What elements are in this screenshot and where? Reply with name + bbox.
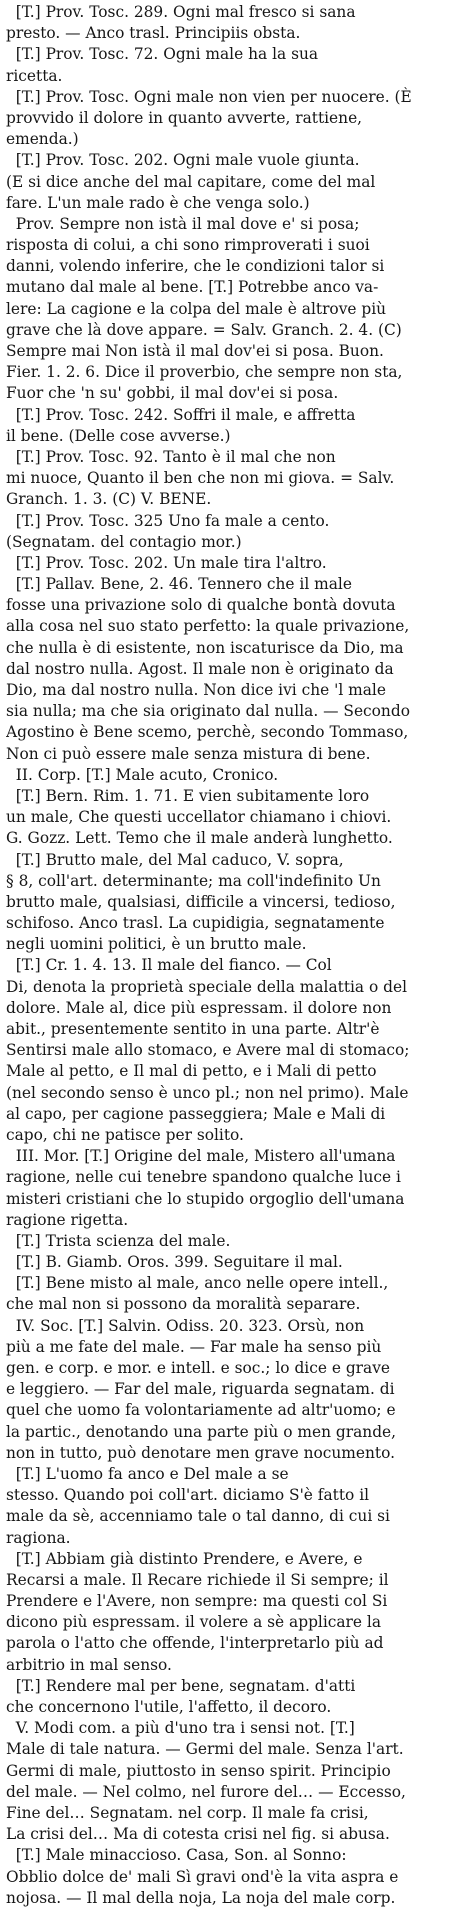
text-line: mutano dal male al bene. [T.] Potrebbe anco va- [6, 278, 379, 297]
text-line: ragione rigetta. [6, 1210, 129, 1229]
text-line: brutto male, qualsiasi, difficile a vincersi, tedioso, [6, 892, 396, 911]
text-line: (nel secondo senso è unco pl.; non nel primo). Male [6, 1083, 409, 1102]
text-line: (Segnatam. del contagio mor.) [6, 532, 242, 551]
text-line: Fine del… Segnatam. nel corp. Il male fa crisi, [6, 1803, 369, 1822]
text-line: dolore. Male al, dice più espressam. il dolore non [6, 998, 392, 1017]
text-line: (E si dice anche del mal capitare, come del mal [6, 172, 376, 191]
text-line: [T.] Bern. Rim. 1. 71. E vien subitamente loro [6, 786, 370, 805]
text-line: e leggiero. — Far del male, riguarda segnatam. di [6, 1380, 395, 1399]
text-line: Non ci può essere male senza mistura di bene. [6, 744, 371, 763]
text-line: [T.] Prov. Tosc. 202. Un male tira l'altro. [6, 553, 327, 572]
text-line: dal nostro nulla. Agost. Il male non è originato da [6, 659, 394, 678]
text-line: Recarsi a male. Il Recare richiede il Si sempre; il [6, 1570, 389, 1589]
text-line: gen. e corp. e mor. e intell. e soc.; lo dice e grave [6, 1359, 391, 1377]
text-line: [T.] Prov. Tosc. 92. Tanto è il mal che non [6, 447, 336, 466]
text-line: sia nulla; ma che sia originato dal nulla. — Secondo [6, 702, 410, 721]
text-line: provvido il dolore in quanto avverte, rattiene, [6, 108, 363, 127]
text-line: [T.] Brutto male, del Mal caduco, V. sopra, [6, 850, 344, 869]
text-line: capo, chi ne patisce per solito. [6, 1125, 244, 1144]
text-line: III. Mor. [T.] Origine del male, Mistero all'umana [6, 1147, 396, 1166]
text-line: [T.] Prov. Tosc. 242. Soffri il male, e affretta [6, 405, 356, 424]
text-line: che concernono l'utile, l'affetto, il decoro. [6, 1698, 332, 1716]
text-line: che mal non si possono da moralità separare. [6, 1295, 361, 1314]
text-line: non in tutto, può denotare men grave nocumento. [6, 1443, 395, 1462]
text-line: Dio, ma dal nostro nulla. Non dice ivi che 'l male [6, 681, 386, 699]
text-line: dicono più espressam. il volere a sè applicare la [6, 1613, 382, 1632]
text-line: ragione, nelle cui tenebre spandono qualche luce i [6, 1168, 401, 1187]
text-line: lere: La cagione e la colpa del male è altrove più [6, 299, 387, 318]
text-line: [T.] Prov. Tosc. 202. Ogni male vuole giunta. [6, 151, 360, 170]
text-line: [T.] Bene misto al male, anco nelle opere intell., [6, 1274, 389, 1293]
text-line: la partic., denotando una parte più o men grande, [6, 1422, 397, 1441]
text-line: più a me fate del male. — Far male ha senso più [6, 1337, 382, 1356]
text-line: [T.] Pallav. Bene, 2. 46. Tennero che il male [6, 575, 352, 594]
text-line: emenda.) [6, 130, 79, 149]
text-line: Granch. 1. 3. (C) V. BENE. [6, 490, 212, 509]
text-line: [T.] Prov. Tosc. 289. Ogni mal fresco si sana [6, 3, 356, 21]
text-line: [T.] Rendere mal per bene, segnatam. d'atti [6, 1676, 356, 1695]
text-line: schifoso. Anco trasl. La cupidigia, segnatamente [6, 914, 385, 933]
text-line: Agostino è Bene scemo, perchè, secondo Tommaso, [6, 723, 409, 742]
text-line: nojosa. — Il mal della noja, La noja del male corp. [6, 1888, 396, 1907]
text-line: al capo, per cagione passeggiera; Male e Mali di [6, 1104, 386, 1123]
text-line: [T.] Male minaccioso. Casa, Son. al Sonno: [6, 1846, 347, 1865]
text-line: [T.] Abbiam già distinto Prendere, e Avere, e [6, 1549, 363, 1568]
text-line: parola o l'atto che offende, l'interpretarlo più ad [6, 1634, 384, 1653]
text-line: [T.] Prov. Tosc. 325 Uno fa male a cento. [6, 511, 330, 530]
text-line: Prendere e l'Avere, non sempre: ma questi col Si [6, 1592, 388, 1611]
text-line: del male. — Nel colmo, nel furore del… — Eccesso, [6, 1782, 406, 1801]
text-line: quel che uomo fa volontariamente ad altr'uomo; e [6, 1401, 396, 1420]
text-line: Fuor che 'n su' gobbi, il mal dov'ei si posa. [6, 384, 339, 403]
text-line: Male al petto, e Il mal di petto, e i Mali di petto [6, 1062, 377, 1081]
text-line: abit., presentemente sentito in una parte. Altr'è [6, 1020, 380, 1038]
text-line: G. Gozz. Lett. Temo che il male anderà lunghetto. [6, 829, 393, 848]
text-line: ragiona. [6, 1528, 71, 1547]
text-line: grave che là dove appare. = Salv. Granch. 2. 4. (C) [6, 320, 402, 339]
text-line: La crisi del… Ma di cotesta crisi nel fig. si abusa. [6, 1825, 390, 1844]
text-line: arbitrio in mal senso. [6, 1655, 172, 1674]
text-line: Sempre mai Non istà il mal dov'ei si posa. Buon. [6, 342, 384, 360]
text-line: [T.] Prov. Tosc. 72. Ogni male ha la sua [6, 45, 319, 64]
text-line: risposta di colui, a chi sono rimproverati i suoi [6, 236, 370, 255]
text-line: stesso. Quando poi coll'art. diciamo S'è fatto il [6, 1486, 370, 1505]
text-line: Germi di male, piuttosto in senso spirit. Principio [6, 1761, 391, 1780]
text-line: misteri cristiani che lo stupido orgoglio dell'umana [6, 1189, 405, 1208]
text-line: II. Corp. [T.] Male acuto, Cronico. [6, 765, 279, 784]
text-line: il bene. (Delle cose avverse.) [6, 426, 231, 445]
text-line: alla cosa nel suo stato perfetto: la quale privazione, [6, 617, 410, 636]
text-line: danni, volendo inferire, che le condizioni talor si [6, 257, 385, 276]
text-line: presto. — Anco trasl. Principiis obsta. [6, 24, 301, 43]
text-line: Male di tale natura. — Germi del male. Senza l'art. [6, 1740, 404, 1759]
text-line: mi nuoce, Quanto il ben che non mi giova. = Salv. [6, 469, 395, 488]
text-line: Obblio dolce de' mali Sì gravi ond'è la vita aspra e [6, 1867, 399, 1886]
text-line: [T.] B. Giamb. Oros. 399. Seguitare il mal. [6, 1253, 343, 1272]
text-line: [T.] Cr. 1. 4. 13. Il male del fianco. — Col [6, 956, 332, 975]
text-line: male da sè, accenniamo tale o tal danno, di cui si [6, 1507, 390, 1526]
text-line: § 8, coll'art. determinante; ma coll'indefinito Un [6, 871, 381, 890]
text-line: un male, Che questi uccellator chiamano i chiovi. [6, 808, 392, 827]
text-line: ricetta. [6, 66, 63, 85]
text-line: Fier. 1. 2. 6. Dice il proverbio, che sempre non sta, [6, 363, 403, 382]
text-line: che nulla è di esistente, non iscaturisce da Dio, ma [6, 638, 404, 657]
text-line: Sentirsi male allo stomaco, e Avere mal di stomaco; [6, 1041, 410, 1060]
text-line: [T.] Trista scienza del male. [6, 1231, 231, 1250]
text-line: Prov. Sempre non istà il mal dove e' si posa; [6, 214, 360, 233]
text-line: V. Modi com. a più d'uno tra i sensi not. [T.] [6, 1719, 355, 1738]
text-line: Di, denota la proprietà speciale della malattia o del [6, 977, 408, 996]
text-line: negli uomini politici, è un brutto male. [6, 935, 307, 954]
text-line: [T.] L'uomo fa anco e Del male a se [6, 1464, 289, 1483]
text-line: fare. L'un male rado è che venga solo.) [6, 193, 310, 212]
text-line: IV. Soc. [T.] Salvin. Odiss. 20. 323. Orsù, non [6, 1316, 365, 1335]
text-line: [T.] Prov. Tosc. Ogni male non vien per nuocere. (È [6, 87, 412, 106]
text-line: fosse una privazione solo di qualche bontà dovuta [6, 596, 396, 615]
